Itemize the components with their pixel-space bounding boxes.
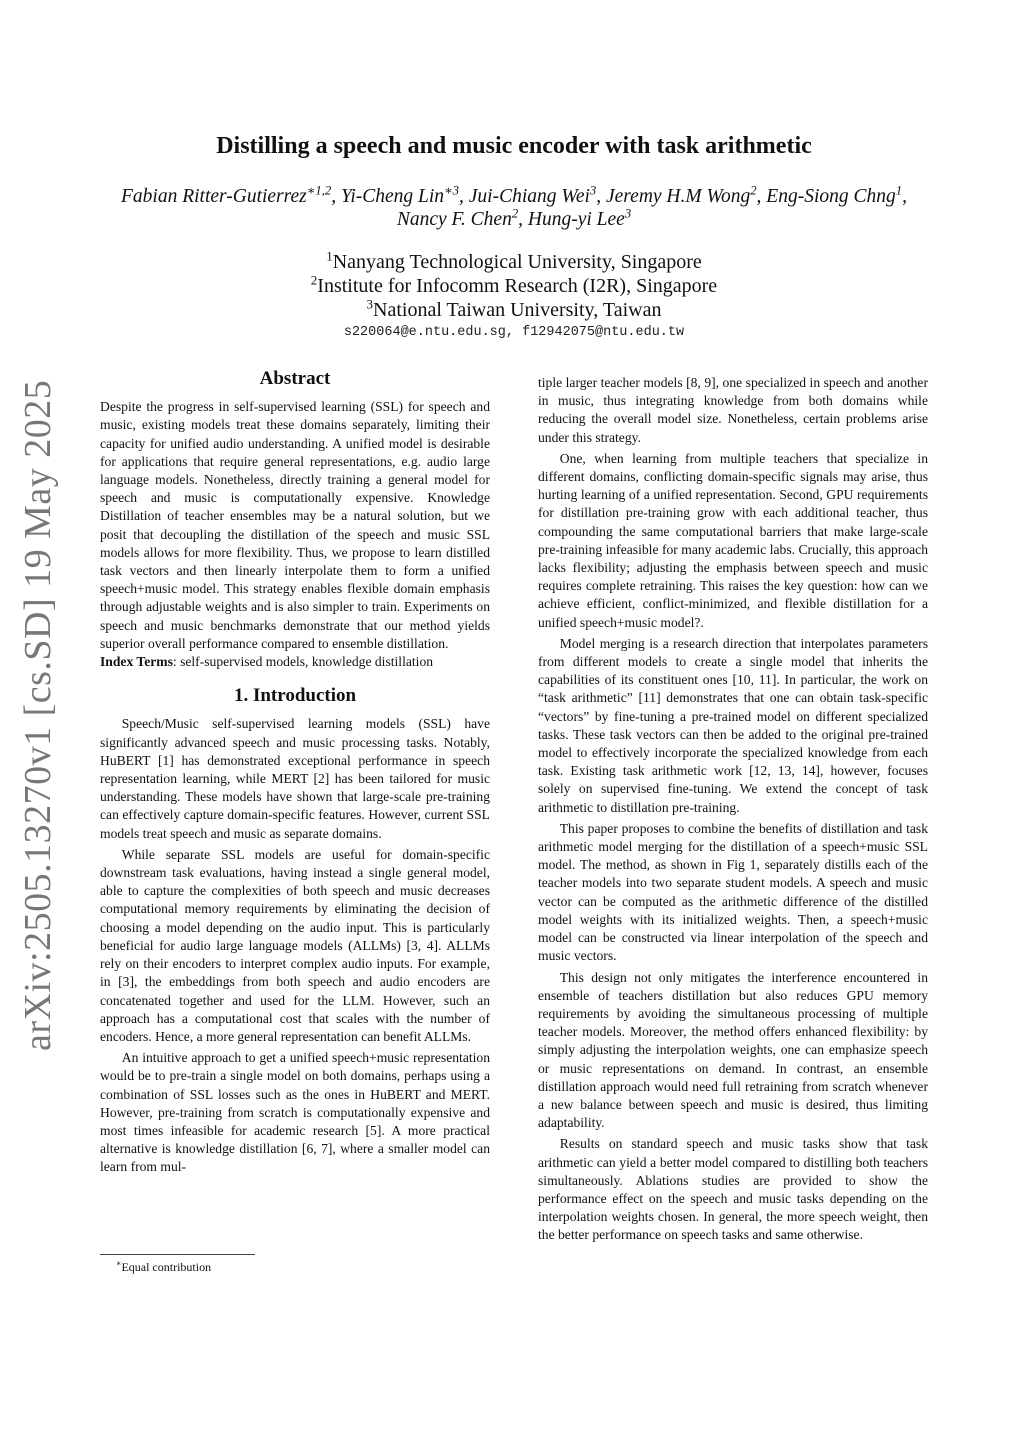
paragraph: tiple larger teacher models [8, 9], one specialized in speech and another in music, thus integrating knowledge from both domains while reducing the overall model size. Nonetheless, certain problems arise under this strategy.	[538, 375, 928, 445]
author-emails: s220064@e.ntu.edu.sg, f12942075@ntu.edu.tw	[343, 325, 685, 340]
paragraph: An intuitive approach to get a unified speech+music representation would be to pre-train a single model on both domains, perhaps using a combination of SSL losses such as the ones in HuBERT and MERT. However, pre-training from scratch is computationally expensive and most times infeasible for academic research [5]. A more practical alternative is knowledge distillation [6, 7], where a smaller model can learn from mul-	[100, 1050, 490, 1175]
footnote: ∗Equal contribution	[116, 1259, 212, 1274]
paragraph: Results on standard speech and music tasks show that task arithmetic can yield a better model compared to distilling both teachers simultaneously. Ablations studies are provided to show the performance effect on the speech and music tasks depending on the interpolation weights chosen. In general, the more speech weight, then the better performance on speech tasks and same otherwise.	[538, 1136, 928, 1243]
index-terms: Index Terms: self-supervised models, knowledge distillation	[100, 654, 434, 670]
paragraph: Speech/Music self-supervised learning models (SSL) have significantly advanced speech and music processing tasks. Notably, HuBERT [1] has demonstrated exceptional performance in speech representation learning, while MERT [2] has been tailored for music understanding. These models have shown that large-scale pre-training can effectively capture domain-specific features. However, current SSL models treat speech and music as separate domains.	[100, 716, 490, 841]
abstract-heading: Abstract	[259, 368, 331, 389]
paragraph: This paper proposes to combine the benefits of distillation and task arithmetic model merging for the distillation of a speech+music SSL model. The method, as shown in Fig 1, separately distills each of the teacher models into two separate student models. A speech and music vector can be computed as the arithmetic difference of the distilled model weights with its initialized weights. Then, a speech+music model can be constructed via linear interpolation of the speech and music vectors.	[538, 820, 928, 964]
author: Jeremy H.M Wong$^2$	[605, 183, 757, 207]
affiliation: $^1$Nanyang Technological University, Singapore	[326, 248, 702, 273]
author: Fabian Ritter-Gutierrez$^{∗1,2}$	[121, 183, 332, 207]
right-column	[538, 374, 928, 1245]
author: Eng-Siong Chng$^1$	[766, 183, 903, 207]
author: Nancy F. Chen$^2$	[396, 206, 519, 230]
affiliation: $^3$National Taiwan University, Taiwan	[366, 296, 662, 321]
author: Yi-Cheng Lin$^{∗3}$	[340, 183, 459, 207]
paragraph: Model merging is a research direction that interpolates parameters from different models to create a single model that inherits the capabilities of its constituent ones [10, 11]. In particular, the work on “task arithmetic” [11] demonstrates that one can obtain task-specific “vectors” by fine-tuning a pre-trained model on different specialized tasks. These task vectors can then be added to the original pre-trained model to effectively incorporate the specialized knowledge from each task. Existing task arithmetic work [12, 13, 14], however, focuses solely on supervised fine-tuning. We extend the concept of task arithmetic to distillation pre-training.	[538, 635, 928, 815]
author-list: Fabian Ritter-Gutierrez$^{∗1,2}$, Yi-Cheng Lin$^{∗3}$, Jui-Chiang Wei$^3$, Jeremy H.M Wong$^2$, Eng-Siong Chng$^1$, Nancy F. Chen$^2$, Hung-yi Lee$^3$	[121, 183, 907, 230]
paragraph: One, when learning from multiple teachers that specialize in different domains, conflicting domain-specific signals may arise, thus hurting learning of a unified representation. Second, GPU requirements for distillation pre-training grow with each additional teacher, thus compounding the same computational barriers that make large-scale pre-training infeasible for many academic labs. Crucially, this approach lacks flexibility; adjusting the emphasis between speech and music requires complete retraining. This raises the key question: how can we achieve efficient, conflict-minimized, and flexible distillation for a unified speech+music model?.	[538, 450, 928, 630]
affiliation: $^2$Institute for Infocomm Research (I2R), Singapore	[310, 272, 718, 297]
affiliation-list	[100, 250, 928, 322]
paper-title: Distilling a speech and music encoder with task arithmetic	[216, 133, 812, 159]
footnote-divider	[100, 1254, 255, 1255]
author: Jui-Chiang Wei$^3$	[468, 183, 597, 207]
paragraph: This design not only mitigates the interference encountered in ensemble of teachers distillation but also reduces GPU memory requirements by avoiding the simultaneous processing of multiple teacher models. Moreover, the method offers enhanced flexibility: by simply adjusting the interpolation weights, one can emphasize speech or music representations on demand. In contrast, an ensemble distillation approach would need full retraining from scratch whenever a new balance between speech and music is desired, thus limiting adaptability.	[538, 969, 928, 1131]
left-column	[100, 370, 490, 1177]
arxiv-identifier: arXiv:2505.13270v1 [cs.SD] 19 May 2025	[17, 379, 59, 1051]
paragraph: While separate SSL models are useful for domain-specific downstream task evaluations, having instead a single general model, able to capture the complexities of both speech and music decreases computational memory requirements by eliminating the decision of choosing a model depending on the audio input. This is particularly beneficial for audio large language models (ALLMs) [3, 4]. ALLMs rely on their encoders to interpret complex audio inputs. For example, in [3], the embeddings from both speech and audio encoders are concatenated together and used for the LLM. However, such an approach has a computational cost that scales with the number of encoders. Hence, a more general representation can benefit ALLMs.	[100, 846, 490, 1044]
abstract-text: Despite the progress in self-supervised learning (SSL) for speech and music, existing models treat these domains separately, limiting their capacity for unified audio understanding. A unified model is desirable for applications that require general representations, e.g. audio large language models. Nonetheless, directly training a general model for speech and music is computationally expensive. Knowledge Distillation of teacher ensembles may be a natural solution, but we posit that decoupling the distillation of the speech and music SSL models allows for more flexibility. Thus, we propose to learn distilled task vectors and then linearly interpolate them to form a unified speech+music model. This strategy enables flexible domain emphasis through adjustable weights and is also simpler to train. Experiments on speech and music benchmarks demonstrate that our method yields superior overall performance compared to ensemble distillation.	[100, 399, 490, 651]
author: Hung-yi Lee$^3$	[527, 206, 632, 230]
introduction-heading: 1. Introduction	[233, 685, 357, 707]
